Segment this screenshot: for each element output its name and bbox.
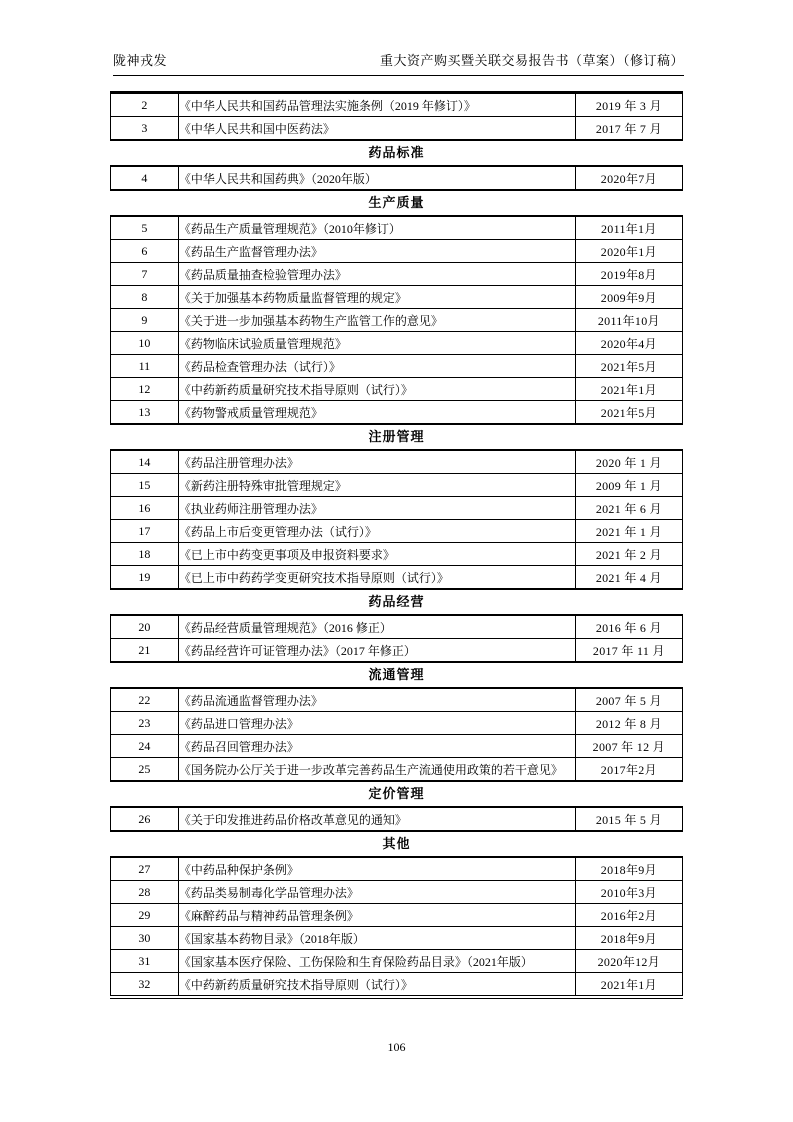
row-regulation-title: 《药品经营许可证管理办法》（2017 年修正） xyxy=(178,639,575,663)
table-row xyxy=(111,639,683,663)
row-regulation-title: 《执业药师注册管理办法》 xyxy=(178,497,575,520)
row-regulation-title: 《药品质量抽查检验管理办法》 xyxy=(178,263,575,286)
row-number: 23 xyxy=(111,712,179,735)
row-date: 2020年12月 xyxy=(575,950,682,973)
table-row xyxy=(111,355,683,378)
row-number: 21 xyxy=(111,639,179,663)
row-regulation-title: 《药品生产监督管理办法》 xyxy=(178,240,575,263)
table-segment xyxy=(110,449,683,590)
row-regulation-title: 《药品召回管理办法》 xyxy=(178,735,575,758)
row-regulation-title: 《已上市中药药学变更研究技术指导原则（试行）》 xyxy=(178,566,575,590)
row-number: 30 xyxy=(111,927,179,950)
row-date: 2016年2月 xyxy=(575,904,682,927)
row-date: 2018年9月 xyxy=(575,927,682,950)
row-date: 2012 年 8 月 xyxy=(575,712,682,735)
table-segment xyxy=(110,856,683,999)
row-number: 22 xyxy=(111,688,179,712)
row-number: 15 xyxy=(111,474,179,497)
row-date: 2019 年 3 月 xyxy=(575,93,682,117)
row-date: 2020年4月 xyxy=(575,332,682,355)
table-row xyxy=(111,857,683,881)
table-row xyxy=(111,543,683,566)
table-row xyxy=(111,927,683,950)
row-regulation-title: 《中华人民共和国中医药法》 xyxy=(178,117,575,141)
table-segment xyxy=(110,215,683,425)
row-date: 2021年5月 xyxy=(575,401,682,425)
table-row xyxy=(111,735,683,758)
table-segment xyxy=(110,165,683,191)
row-date: 2017 年 7 月 xyxy=(575,117,682,141)
row-number: 10 xyxy=(111,332,179,355)
table-row xyxy=(111,758,683,782)
row-regulation-title: 《药品生产质量管理规范》（2010年修订） xyxy=(178,216,575,240)
regulations-table xyxy=(110,91,683,999)
table-row xyxy=(111,497,683,520)
row-regulation-title: 《国务院办公厅关于进一步改革完善药品生产流通使用政策的若干意见》 xyxy=(178,758,575,782)
row-date: 2017年2月 xyxy=(575,758,682,782)
row-date: 2020年1月 xyxy=(575,240,682,263)
row-number: 31 xyxy=(111,950,179,973)
row-date: 2021 年 6 月 xyxy=(575,497,682,520)
page-footer xyxy=(0,1040,793,1055)
row-date: 2021年5月 xyxy=(575,355,682,378)
row-regulation-title: 《药品进口管理办法》 xyxy=(178,712,575,735)
row-regulation-title: 《药物临床试验质量管理规范》 xyxy=(178,332,575,355)
row-regulation-title: 《药物警戒质量管理规范》 xyxy=(178,401,575,425)
row-number: 28 xyxy=(111,881,179,904)
row-number: 9 xyxy=(111,309,179,332)
row-date: 2009 年 1 月 xyxy=(575,474,682,497)
row-date: 2021 年 1 月 xyxy=(575,520,682,543)
row-regulation-title: 《药品经营质量管理规范》（2016 修正） xyxy=(178,615,575,639)
row-regulation-title: 《药品注册管理办法》 xyxy=(178,450,575,474)
row-number: 13 xyxy=(111,401,179,425)
row-number: 17 xyxy=(111,520,179,543)
row-date: 2018年9月 xyxy=(575,857,682,881)
row-date: 2017 年 11 月 xyxy=(575,639,682,663)
row-date: 2021 年 2 月 xyxy=(575,543,682,566)
table-row xyxy=(111,401,683,425)
row-date: 2020 年 1 月 xyxy=(575,450,682,474)
row-regulation-title: 《中药新药质量研究技术指导原则（试行）》 xyxy=(178,378,575,401)
row-number: 6 xyxy=(111,240,179,263)
row-number: 19 xyxy=(111,566,179,590)
row-date: 2019年8月 xyxy=(575,263,682,286)
row-number: 24 xyxy=(111,735,179,758)
row-number: 20 xyxy=(111,615,179,639)
row-date: 2021 年 4 月 xyxy=(575,566,682,590)
row-regulation-title: 《已上市中药变更事项及申报资料要求》 xyxy=(178,543,575,566)
section-header: 流通管理 xyxy=(368,667,425,682)
section-header: 注册管理 xyxy=(368,429,425,444)
section-header: 其他 xyxy=(382,836,411,851)
row-number: 25 xyxy=(111,758,179,782)
table-row xyxy=(111,286,683,309)
row-regulation-title: 《关于加强基本药物质量监督管理的规定》 xyxy=(178,286,575,309)
table-segment xyxy=(110,806,683,832)
row-date: 2007 年 12 月 xyxy=(575,735,682,758)
row-number: 14 xyxy=(111,450,179,474)
table-row xyxy=(111,332,683,355)
row-regulation-title: 《国家基本医疗保险、工伤保险和生育保险药品目录》（2021年版） xyxy=(178,950,575,973)
table-row xyxy=(111,450,683,474)
table-row xyxy=(111,881,683,904)
table-row xyxy=(111,378,683,401)
row-number: 29 xyxy=(111,904,179,927)
section-header: 定价管理 xyxy=(368,786,425,801)
row-number: 18 xyxy=(111,543,179,566)
row-regulation-title: 《新药注册特殊审批管理规定》 xyxy=(178,474,575,497)
table-row xyxy=(111,263,683,286)
row-date: 2021年1月 xyxy=(575,973,682,998)
row-number: 12 xyxy=(111,378,179,401)
section-header: 药品标准 xyxy=(368,145,425,160)
section-header: 生产质量 xyxy=(368,195,425,210)
row-number: 3 xyxy=(111,117,179,141)
row-regulation-title: 《药品类易制毒化学品管理办法》 xyxy=(178,881,575,904)
page-header xyxy=(113,50,684,76)
row-regulation-title: 《中药新药质量研究技术指导原则（试行）》 xyxy=(178,973,575,998)
table-row xyxy=(111,807,683,831)
row-number: 16 xyxy=(111,497,179,520)
table-row xyxy=(111,973,683,998)
row-date: 2015 年 5 月 xyxy=(575,807,682,831)
table-row xyxy=(111,904,683,927)
table-row xyxy=(111,309,683,332)
row-date: 2020年7月 xyxy=(575,166,682,190)
row-regulation-title: 《国家基本药物目录》（2018年版） xyxy=(178,927,575,950)
row-number: 5 xyxy=(111,216,179,240)
header-company-name: 陇神戎发 xyxy=(113,53,168,68)
table-row xyxy=(111,688,683,712)
page-number: 106 xyxy=(387,1040,406,1054)
row-regulation-title: 《麻醉药品与精神药品管理条例》 xyxy=(178,904,575,927)
row-regulation-title: 《中药品种保护条例》 xyxy=(178,857,575,881)
row-number: 11 xyxy=(111,355,179,378)
row-date: 2010年3月 xyxy=(575,881,682,904)
row-regulation-title: 《中华人民共和国药典》（2020年版） xyxy=(178,166,575,190)
table-row xyxy=(111,166,683,190)
row-date: 2011年10月 xyxy=(575,309,682,332)
table-row xyxy=(111,240,683,263)
row-number: 4 xyxy=(111,166,179,190)
table-row xyxy=(111,566,683,590)
row-regulation-title: 《中华人民共和国药品管理法实施条例（2019 年修订）》 xyxy=(178,93,575,117)
header-report-title: 重大资产购买暨关联交易报告书（草案）（修订稿） xyxy=(379,53,684,68)
table-segment xyxy=(110,687,683,782)
row-regulation-title: 《药品上市后变更管理办法（试行）》 xyxy=(178,520,575,543)
row-date: 2011年1月 xyxy=(575,216,682,240)
row-regulation-title: 《药品流通监督管理办法》 xyxy=(178,688,575,712)
table-row xyxy=(111,520,683,543)
table-segment xyxy=(110,91,683,141)
row-regulation-title: 《关于进一步加强基本药物生产监管工作的意见》 xyxy=(178,309,575,332)
row-number: 27 xyxy=(111,857,179,881)
section-header: 药品经营 xyxy=(368,594,425,609)
table-row xyxy=(111,216,683,240)
row-number: 26 xyxy=(111,807,179,831)
table-segment xyxy=(110,614,683,663)
row-number: 32 xyxy=(111,973,179,998)
row-number: 2 xyxy=(111,93,179,117)
table-row xyxy=(111,712,683,735)
table-row xyxy=(111,950,683,973)
row-regulation-title: 《药品检查管理办法（试行）》 xyxy=(178,355,575,378)
row-number: 7 xyxy=(111,263,179,286)
row-number: 8 xyxy=(111,286,179,309)
row-date: 2016 年 6 月 xyxy=(575,615,682,639)
table-row xyxy=(111,615,683,639)
table-row xyxy=(111,93,683,117)
table-row xyxy=(111,474,683,497)
row-date: 2009年9月 xyxy=(575,286,682,309)
row-date: 2021年1月 xyxy=(575,378,682,401)
table-row xyxy=(111,117,683,141)
row-regulation-title: 《关于印发推进药品价格改革意见的通知》 xyxy=(178,807,575,831)
row-date: 2007 年 5 月 xyxy=(575,688,682,712)
